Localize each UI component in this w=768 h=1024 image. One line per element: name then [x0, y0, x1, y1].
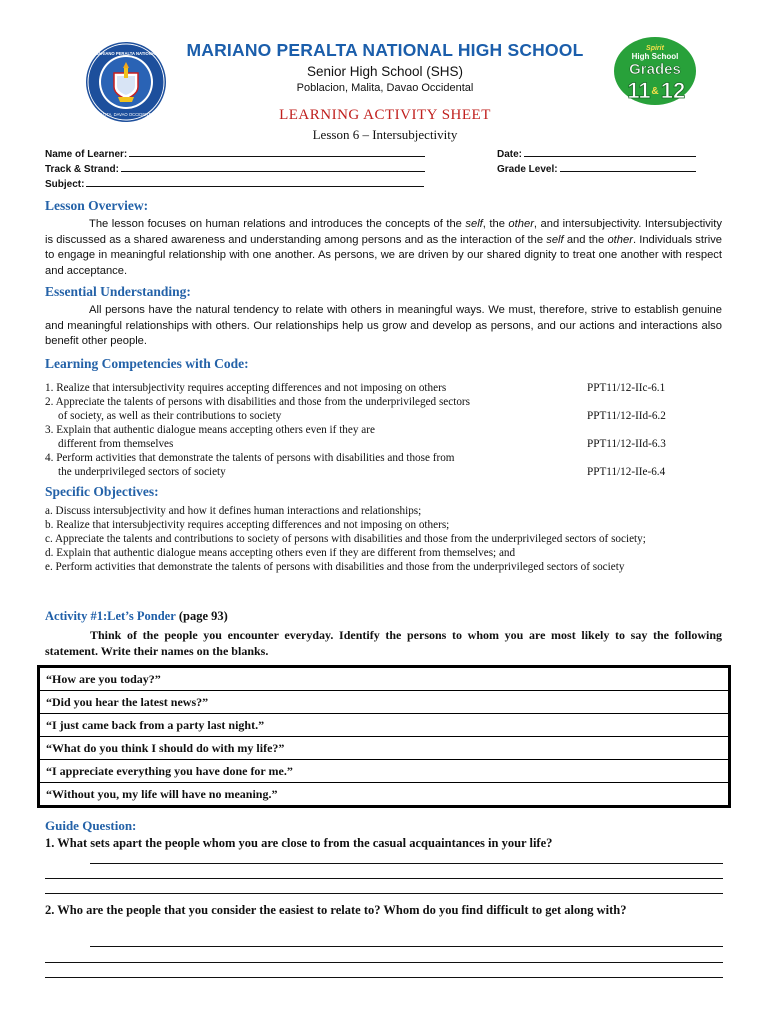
answer-line[interactable]	[45, 893, 723, 894]
learner-name-field[interactable]	[45, 147, 425, 160]
statement-row[interactable]: “Did you hear the latest news?”	[39, 691, 730, 714]
grades-11-12-logo	[612, 36, 698, 106]
competencies-heading: Learning Competencies with Code:	[45, 356, 249, 371]
grade-level-field[interactable]	[497, 162, 696, 175]
answer-line[interactable]	[90, 863, 723, 864]
lesson-title: Lesson 6 – Intersubjectivity	[312, 127, 458, 142]
objectives-list	[45, 504, 725, 574]
statement-row[interactable]: “What do you think I should do with my life?”	[39, 737, 730, 760]
date-label: Date:	[497, 149, 523, 160]
statement-row[interactable]: “I appreciate everything you have done for me.”	[39, 760, 730, 783]
answer-line[interactable]	[45, 977, 723, 978]
competency-item: 3. Explain that authentic dialogue means accepting others even if they are different from themselves PPT11/12-IId-6.3	[45, 424, 666, 450]
statement-row[interactable]: “I just came back from a party last night.”	[39, 714, 730, 737]
track-strand-field[interactable]	[45, 162, 425, 175]
svg-text:Spirit: Spirit	[646, 45, 664, 52]
lesson-overview-text: The lesson focuses on human relations and introduces the concepts of the self, the other, and intersubjectivity. Intersubjectivity is discussed as a shared awareness and understanding among persons and as the interaction of the self and the other. Individuals strive to engage in meaningful relationship with one another. As persons, we are driven by our shared dignity to treat one another with respect and acceptance.	[45, 218, 723, 277]
svg-text:Grades: Grades	[629, 61, 681, 78]
essential-understanding-text: All persons have the natural tendency to relate with others in meaningful ways. We must, therefore, strive to establish genuine and meaningful relationships with others. Our relationships help us grow and develop as persons, and our actions and interactions also benefit other people.	[45, 304, 722, 347]
objective-item: b. Realize that intersubjectivity requires accepting differences and not imposing on others;	[45, 519, 450, 531]
objective-item: d. Explain that authentic dialogue means accepting others even if they are different from themselves; and	[45, 547, 516, 559]
activity-instructions: Think of the people you encounter everyday. Identify the persons to whom you are most likely to say the following statement. Write their names on the blanks.	[45, 628, 722, 658]
statements-table	[37, 665, 731, 808]
svg-text:12: 12	[660, 78, 686, 103]
svg-text:High School: High School	[631, 52, 679, 61]
objectives-heading: Specific Objectives:	[45, 484, 159, 499]
competency-item: 2. Appreciate the talents of persons with disabilities and those from the underprivileged sectors of society, as well as their contributions to society PPT11/12-IId-6.2	[45, 396, 666, 422]
sheet-title: LEARNING ACTIVITY SHEET	[279, 107, 491, 123]
guide-question-heading: Guide Question:	[45, 818, 137, 833]
svg-text:&: &	[651, 86, 659, 97]
essential-understanding-heading: Essential Understanding:	[45, 284, 191, 299]
subject-label: Subject:	[45, 179, 85, 190]
school-name: MARIANO PERALTA NATIONAL HIGH SCHOOL	[186, 40, 584, 60]
answer-line[interactable]	[45, 878, 723, 879]
track-strand-label: Track & Strand:	[45, 164, 119, 175]
date-field[interactable]	[497, 147, 696, 160]
guide-question-1: 1. What sets apart the people whom you are close to from the casual acquaintances in your life?	[45, 836, 553, 850]
grade-level-label: Grade Level:	[497, 164, 558, 175]
school-subtitle: Senior High School (SHS)	[306, 64, 464, 79]
competencies-list	[45, 382, 725, 480]
school-address: Poblacion, Malita, Davao Occidental	[296, 82, 474, 94]
svg-text:MARIANO PERALTA NATIONAL: MARIANO PERALTA NATIONAL	[94, 51, 158, 56]
statement-row[interactable]: “How are you today?”	[39, 667, 730, 691]
svg-text:MALITA, DAVAO OCCIDENTAL: MALITA, DAVAO OCCIDENTAL	[96, 112, 156, 117]
objective-item: e. Perform activities that demonstrate the talents of persons with disabilities and those from the underprivileged sectors of society	[45, 561, 625, 573]
objective-item: c. Appreciate the talents and contributions to society of persons with disabilities and those from the underprivileged sectors of society;	[45, 533, 646, 545]
activity-heading: Activity #1:Let’s Ponder (page 93)	[45, 609, 228, 623]
answer-line[interactable]	[45, 962, 723, 963]
subject-field[interactable]	[45, 177, 424, 190]
statement-row[interactable]: “Without you, my life will have no meaning.”	[39, 783, 730, 807]
answer-line[interactable]	[90, 946, 723, 947]
lesson-overview-heading: Lesson Overview:	[45, 198, 149, 213]
svg-text:11: 11	[627, 78, 651, 103]
competency-item: 1. Realize that intersubjectivity requires accepting differences and not imposing on others PPT11/12-IIc-6.1	[45, 382, 666, 394]
learner-name-label: Name of Learner:	[45, 149, 128, 160]
objective-item: a. Discuss intersubjectivity and how it defines human interactions and relationships;	[45, 505, 422, 517]
competency-item: 4. Perform activities that demonstrate the talents of persons with disabilities and those from the underprivileged sectors of society PPT11/12-IIe-6.4	[45, 452, 666, 478]
guide-question-2: 2. Who are the people that you consider the easiest to relate to? Whom do you find difficult to get along with?	[45, 903, 627, 917]
